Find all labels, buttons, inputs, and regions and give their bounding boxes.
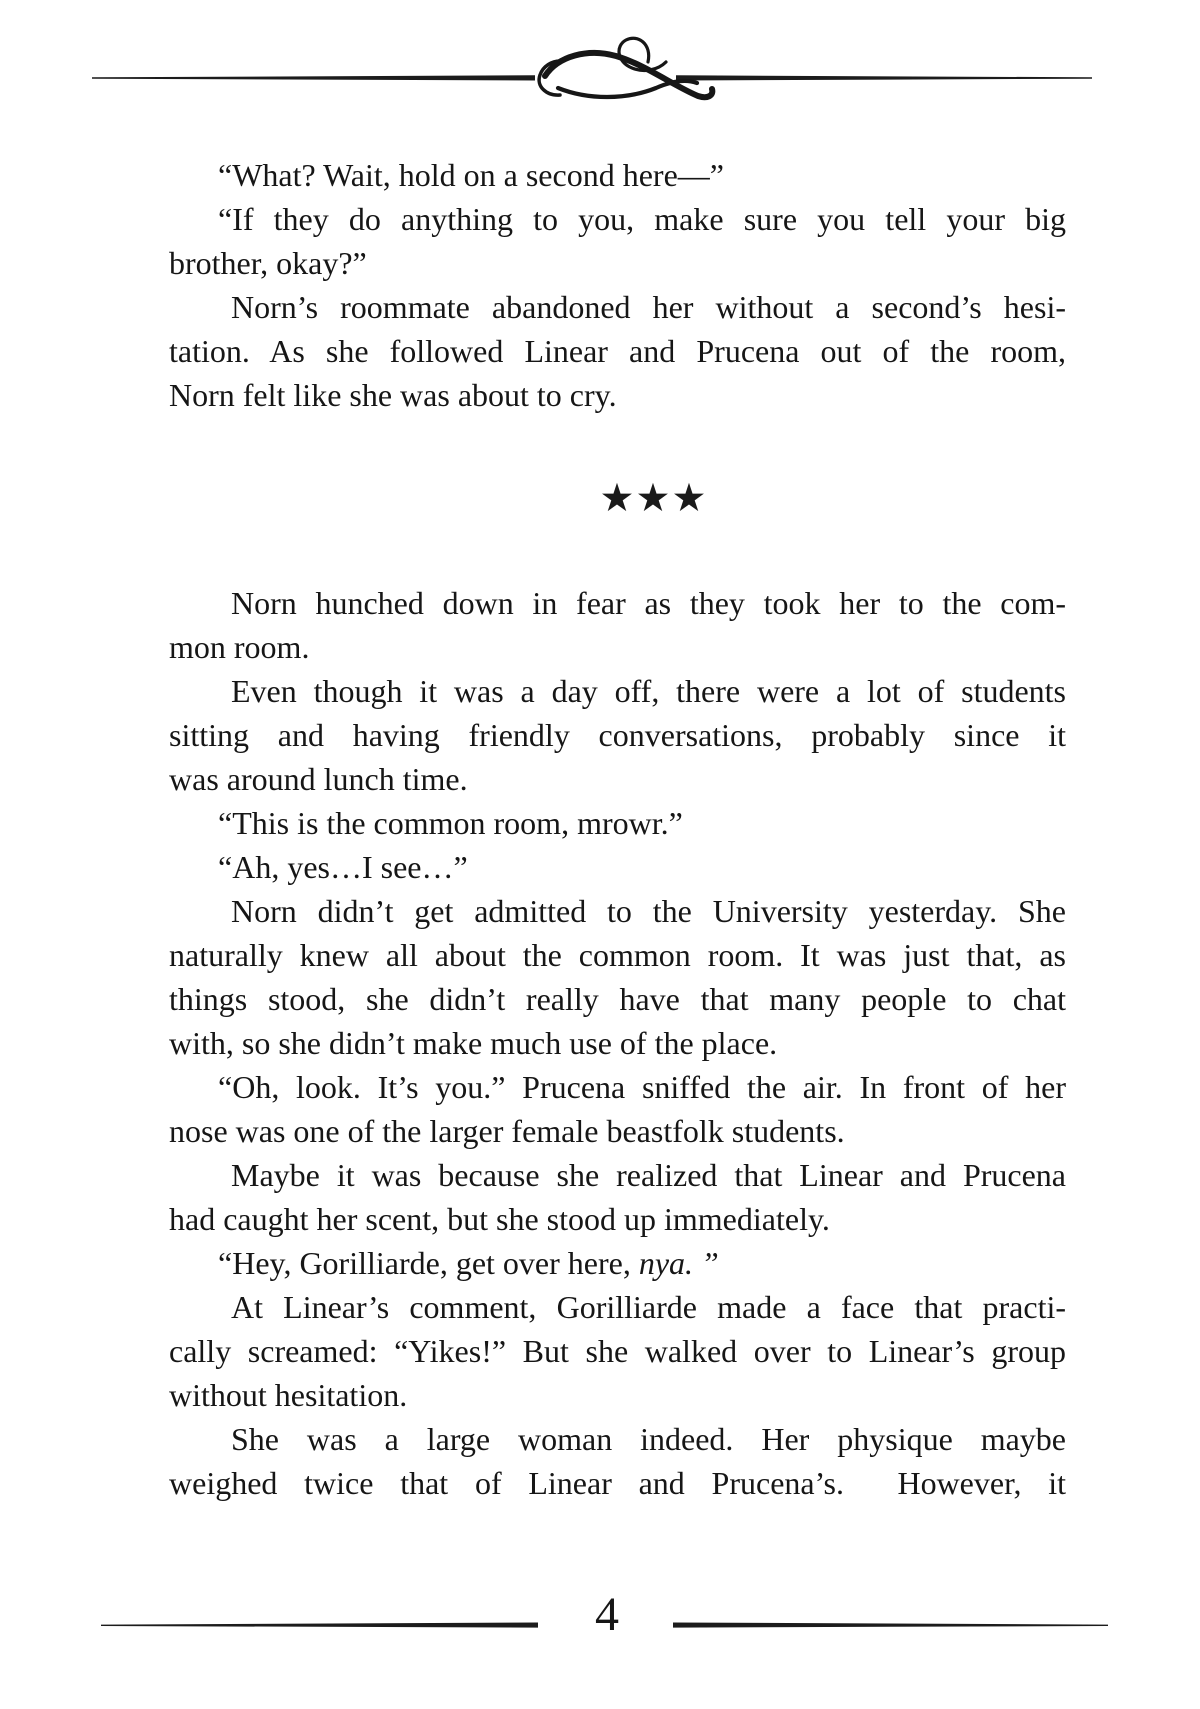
- text-line: She was a large woman indeed. Her physique maybe: [231, 1421, 1066, 1457]
- paragraph: [169, 1417, 1066, 1505]
- scene-break: [169, 417, 1066, 581]
- text-line: “This is the common room, mrowr.”: [218, 805, 683, 841]
- text-segment: “Hey, Gorilliarde, get over here,: [218, 1245, 639, 1281]
- italic-text: nya. ”: [638, 1245, 719, 1281]
- text-line: “Oh, look. It’s you.” Prucena sniffed the air. In front of her: [218, 1069, 1066, 1105]
- text-line: nose was one of the larger female beastfolk students.: [169, 1113, 845, 1149]
- paragraph: [169, 1153, 1066, 1241]
- text-line: cally screamed: “Yikes!” But she walked over to Linear’s group: [169, 1333, 1066, 1369]
- text-line: Norn’s roommate abandoned her without a second’s hesi-: [231, 289, 1066, 325]
- header-ornament: [0, 0, 1200, 150]
- paragraph: [169, 1285, 1066, 1417]
- paragraph: [169, 845, 1066, 889]
- footer-rule-left: [101, 1623, 538, 1628]
- paragraph: [169, 1241, 1066, 1285]
- text-line: Norn didn’t get admitted to the University yesterday. She: [231, 893, 1066, 929]
- scene-break-stars: ★★★: [599, 476, 708, 521]
- paragraph: [169, 153, 1066, 197]
- text-line: was around lunch time.: [169, 761, 468, 797]
- text-line: At Linear’s comment, Gorilliarde made a face that practi-: [231, 1289, 1066, 1325]
- text-line: brother, okay?”: [169, 245, 367, 281]
- text-line: naturally knew all about the common room. It was just that, as: [169, 937, 1066, 973]
- paragraph: [169, 285, 1066, 417]
- footer-rule-right: [673, 1623, 1108, 1628]
- header-rule-right: [676, 75, 1092, 80]
- text-line: mon room.: [169, 629, 310, 665]
- text-line: tation. As she followed Linear and Prucena out of the room,: [169, 333, 1066, 369]
- text-line: had caught her scent, but she stood up immediately.: [169, 1201, 830, 1237]
- paragraph: [169, 1065, 1066, 1153]
- text-line: with, so she didn’t make much use of the place.: [169, 1025, 778, 1061]
- text-line: “What? Wait, hold on a second here—”: [218, 157, 724, 193]
- text-line: things stood, she didn’t really have that many people to chat: [169, 981, 1066, 1017]
- text-line: Norn felt like she was about to cry.: [169, 377, 617, 413]
- text-line: “If they do anything to you, make sure you tell your big: [218, 201, 1066, 237]
- paragraph: [169, 889, 1066, 1065]
- text-line: Norn hunched down in fear as they took her to the com-: [231, 585, 1066, 621]
- paragraph: [169, 581, 1066, 669]
- text-line: [169, 1241, 1066, 1285]
- header-rule-left: [92, 75, 535, 80]
- text-line: Maybe it was because she realized that Linear and Prucena: [231, 1157, 1066, 1193]
- paragraph: [169, 669, 1066, 801]
- text-line: “Ah, yes…I see…”: [218, 849, 468, 885]
- flourish-icon: [539, 38, 712, 97]
- paragraph: [169, 801, 1066, 845]
- text-line: Even though it was a day off, there were a lot of students: [231, 673, 1066, 709]
- text-line: without hesitation.: [169, 1377, 408, 1413]
- page-number: 4: [595, 1588, 619, 1641]
- paragraph: [169, 197, 1066, 285]
- text-line: sitting and having friendly conversations, probably since it: [169, 717, 1066, 753]
- text-line: weighed twice that of Linear and Prucena’s. However, it: [169, 1465, 1066, 1501]
- text-body: [169, 153, 1066, 1505]
